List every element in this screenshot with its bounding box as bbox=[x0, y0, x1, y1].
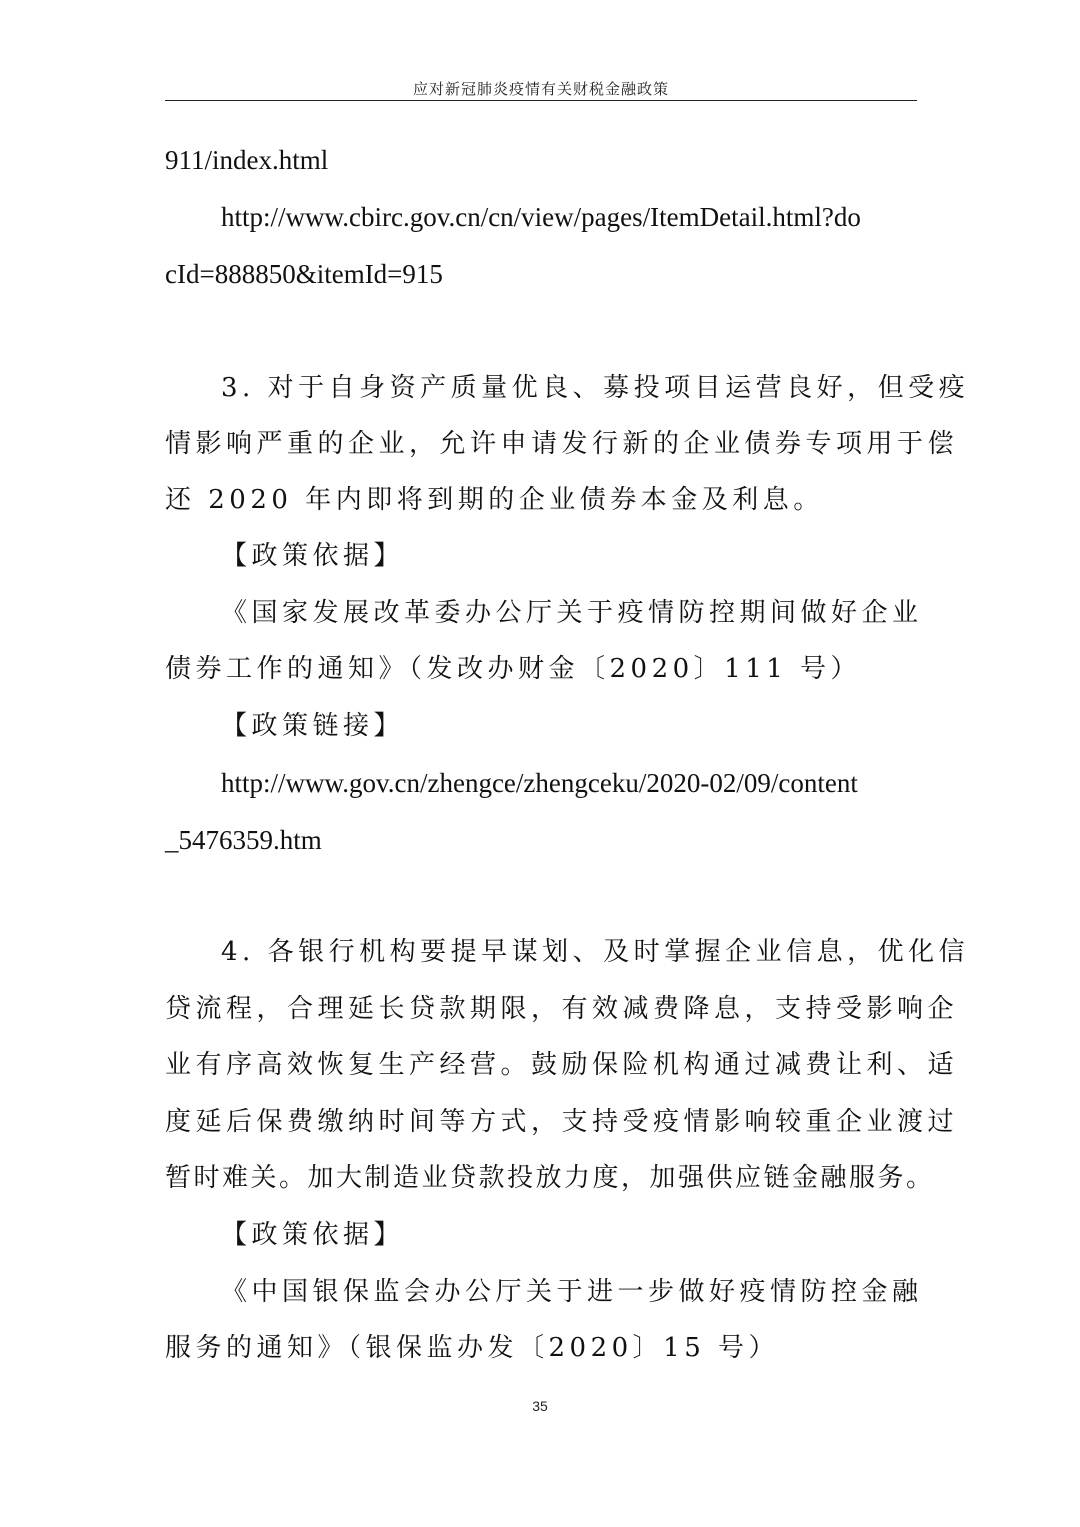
policy-basis-2-line-1: 《中国银保监会办公厅关于进一步做好疫情防控金融 bbox=[221, 1277, 923, 1307]
policy-basis-line-2: 债券工作的通知》（发改办财金〔2020〕111 号） bbox=[165, 654, 862, 684]
item-4-line-2: 贷流程，合理延长贷款期限，有效减费降息，支持受影响企 bbox=[165, 994, 959, 1024]
policy-link-url-line-1: http://www.cbirc.gov.cn/cn/view/pages/ItemDetail.html?do bbox=[221, 202, 861, 232]
page-number: 35 bbox=[532, 1398, 548, 1414]
policy-basis-heading-2: 【政策依据】 bbox=[221, 1220, 405, 1250]
item-4-line-1: 4. 各银行机构要提早谋划、及时掌握企业信息，优化信 bbox=[221, 937, 970, 967]
item-4-line-5: 暂时难关。加大制造业贷款投放力度，加强供应链金融服务。 bbox=[165, 1163, 935, 1193]
item-3-line-2: 情影响严重的企业，允许申请发行新的企业债券专项用于偿 bbox=[165, 429, 959, 459]
item-3-line-3: 还 2020 年内即将到期的企业债券本金及利息。 bbox=[165, 485, 824, 515]
header-rule bbox=[165, 100, 917, 101]
policy-basis-heading: 【政策依据】 bbox=[221, 541, 405, 571]
running-header: 应对新冠肺炎疫情有关财税金融政策 bbox=[412, 80, 669, 98]
url-continuation: 911/index.html bbox=[165, 145, 329, 175]
policy-link-url-line-1b: http://www.gov.cn/zhengce/zhengceku/2020-02/09/content bbox=[221, 768, 858, 798]
item-4-line-3: 业有序高效恢复生产经营。鼓励保险机构通过减费让利、适 bbox=[165, 1050, 959, 1080]
policy-link-url-line-2: cId=888850&itemId=915 bbox=[165, 259, 443, 289]
policy-basis-2-line-2: 服务的通知》（银保监办发〔2020〕15 号） bbox=[165, 1333, 780, 1363]
policy-link-url-line-2b: _5476359.htm bbox=[165, 825, 322, 855]
item-3-line-1: 3. 对于自身资产质量优良、募投项目运营良好，但受疫 bbox=[221, 373, 970, 403]
policy-link-heading: 【政策链接】 bbox=[221, 711, 405, 741]
policy-basis-line-1: 《国家发展改革委办公厅关于疫情防控期间做好企业 bbox=[221, 598, 923, 628]
item-4-line-4: 度延后保费缴纳时间等方式，支持受疫情影响较重企业渡过 bbox=[165, 1107, 959, 1137]
